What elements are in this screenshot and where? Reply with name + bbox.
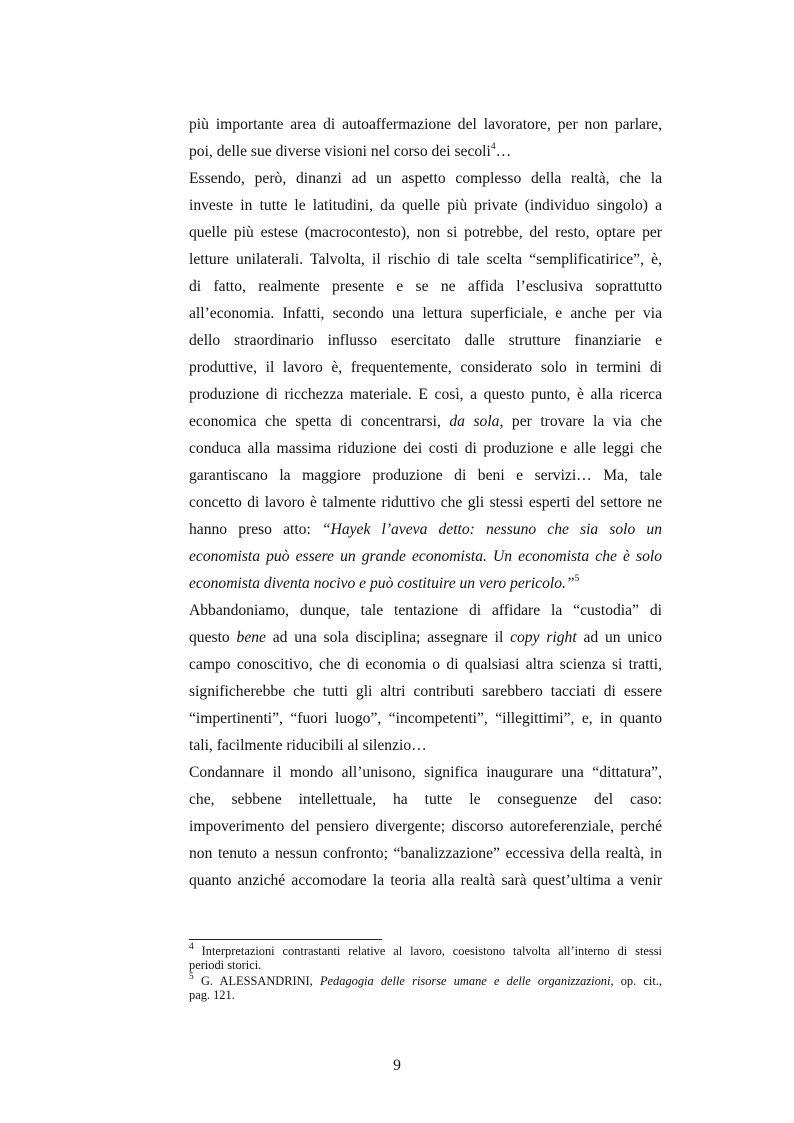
body-line: all’economia. Infatti, secondo una lettura superficiale, e anche per via [189, 305, 662, 322]
body-line: poi, delle sue diverse visioni nel corso dei secoli$^4$… [189, 141, 512, 160]
body-line: garantiscano la maggiore produzione di beni e servizi… Ma, tale [189, 467, 662, 484]
footnote-ref-5: 5 [574, 573, 580, 584]
body-line: Condannare il mondo all’unisono, significa inaugurare una “dittatura”, [189, 764, 662, 781]
page-number: 9 [393, 1057, 401, 1074]
body-line: di fatto, realmente presente e se ne affida l’esclusiva soprattutto [189, 278, 662, 295]
body-line: conduca alla massima riduzione dei costi di produzione e alle leggi che [189, 440, 662, 457]
body-line: investe in tutte le latitudini, da quelle più private (individuo singolo) a [189, 197, 662, 214]
body-line: economista può essere un grande economista. Un economista che è solo [189, 548, 662, 565]
body-line: quanto anziché accomodare la teoria alla realtà sarà quest’ultima a venir [189, 872, 662, 889]
body-line: economica che spetta di concentrarsi, da sola, per trovare la via che [189, 413, 662, 430]
body-line: non tenuto a nessun confronto; “banalizzazione” eccessiva della realtà, in [189, 845, 662, 862]
footnote-separator [189, 939, 382, 940]
body-line: concetto di lavoro è talmente riduttivo che gli stessi esperti del settore ne [189, 494, 662, 511]
body-line: impoverimento del pensiero divergente; discorso autoreferenziale, perché [189, 818, 662, 835]
body-line: produzione di ricchezza materiale. E così, a questo punto, è alla ricerca [189, 386, 662, 403]
body-line: tali, facilmente riducibili al silenzio… [189, 737, 427, 754]
body-line: hanno preso atto: “Hayek l’aveva detto: nessuno che sia solo un [189, 521, 663, 538]
body-line: che, sebbene intellettuale, ha tutte le conseguenze del caso: [189, 791, 662, 808]
body-line: “impertinenti”, “fuori luogo”, “incompetenti”, “illegittimi”, e, in quanto [189, 710, 662, 727]
body-line: produttive, il lavoro è, frequentemente, considerato solo in termini di [189, 359, 662, 376]
body-line: dello straordinario influsso esercitato dalle strutture finanziarie e [189, 332, 662, 349]
body-line: economista diventa nocivo e può costituire un vero pericolo.”$^5$ [189, 573, 580, 592]
footnote-ref-4: 4 [490, 141, 496, 152]
body-line: questo bene ad una sola disciplina; assegnare il copy right ad un unico [189, 629, 662, 646]
footnote-marker: 5 [189, 971, 194, 982]
body-line: letture unilaterali. Talvolta, il rischio di tale scelta “semplificatirice”, è, [189, 251, 662, 268]
body-line: quelle più estese (macrocontesto), non si potrebbe, del resto, optare per [189, 224, 662, 241]
body-line: campo conoscitivo, che di economia o di qualsiasi altra scienza si tratti, [189, 656, 662, 673]
body-line: Abbandoniamo, dunque, tale tentazione di affidare la “custodia” di [189, 602, 662, 619]
body-line: Essendo, però, dinanzi ad un aspetto complesso della realtà, che la [189, 170, 662, 187]
footnote-marker: 4 [189, 941, 194, 952]
footnote-4: $^4$ Interpretazioni contrastanti relative al lavoro, coesistono talvolta all’interno di stessi periodi storici. [189, 941, 662, 972]
body-line: più importante area di autoaffermazione del lavoratore, per non parlare, [189, 116, 662, 133]
body-line: significherebbe che tutti gli altri contributi sarebbero tacciati di essere [189, 683, 662, 700]
footnote-5: $^5$ G. ALESSANDRINI, Pedagogia delle risorse umane e delle organizzazioni, op. cit., pag. 121. [189, 971, 662, 1002]
